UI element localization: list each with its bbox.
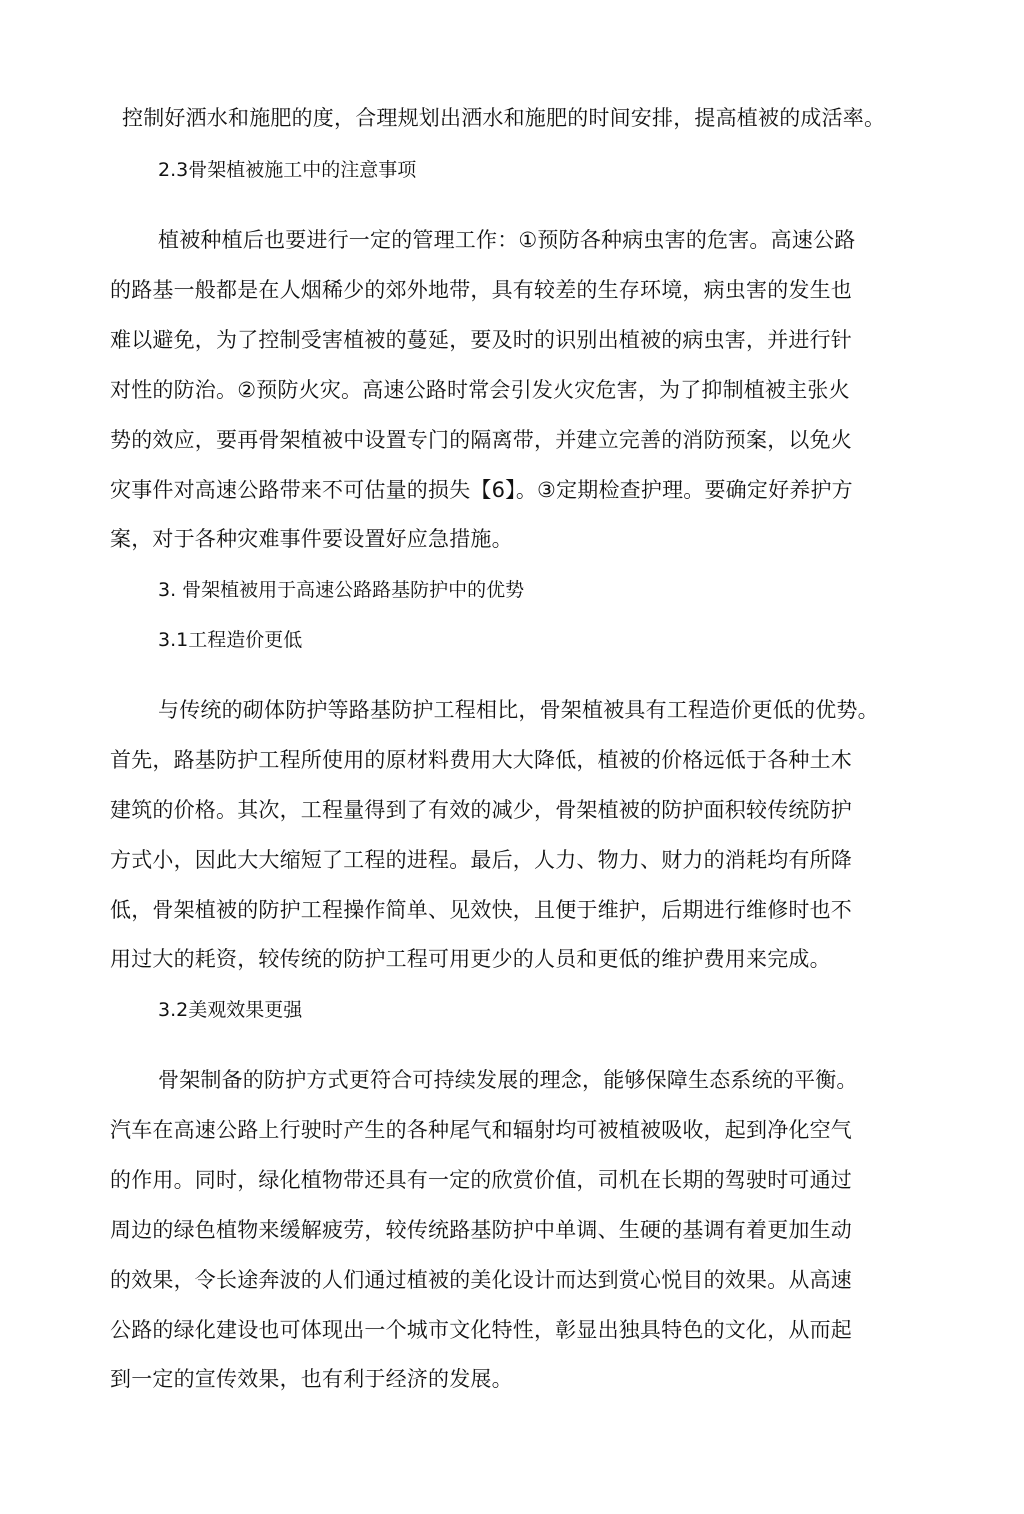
paragraph-line: 植被种植后也要进行一定的管理工作：①预防各种病虫害的危害。高速公路 (158, 228, 856, 252)
paragraph-line: 与传统的砌体防护等路基防护工程相比，骨架植被具有工程造价更低的优势。 (158, 698, 879, 722)
paragraph-line: 案，对于各种灾难事件要设置好应急措施。 (110, 527, 513, 551)
paragraph-line: 势的效应，要再骨架植被中设置专门的隔离带，并建立完善的消防预案，以免火 (110, 428, 852, 452)
paragraph-line: 用过大的耗资，较传统的防护工程可用更少的人员和更低的维护费用来完成。 (110, 947, 831, 971)
paragraph-line: 低，骨架植被的防护工程操作简单、见效快，且便于维护，后期进行维修时也不 (110, 898, 852, 922)
paragraph-line: 首先，路基防护工程所使用的原材料费用大大降低，植被的价格远低于各种土木 (110, 748, 852, 772)
section-2-3-heading: 2.3骨架植被施工中的注意事项 (158, 159, 417, 181)
paragraph-line: 灾事件对高速公路带来不可估量的损失【6】。③定期检查护理。要确定好养护方 (110, 478, 853, 502)
paragraph-line: 建筑的价格。其次，工程量得到了有效的减少，骨架植被的防护面积较传统防护 (110, 798, 852, 822)
paragraph-line: 方式小，因此大大缩短了工程的进程。最后，人力、物力、财力的消耗均有所降 (110, 848, 852, 872)
paragraph-line: 的作用。同时，绿化植物带还具有一定的欣赏价值，司机在长期的驾驶时可通过 (110, 1168, 852, 1192)
section-3-heading: 3. 骨架植被用于高速公路路基防护中的优势 (158, 579, 525, 601)
paragraph-line: 的路基一般都是在人烟稀少的郊外地带，具有较差的生存环境，病虫害的发生也 (110, 278, 852, 302)
paragraph-line: 的效果，令长途奔波的人们通过植被的美化设计而达到赏心悦目的效果。从高速 (110, 1268, 852, 1292)
intro-line: 控制好洒水和施肥的度，合理规划出洒水和施肥的时间安排，提高植被的成活率。 (122, 106, 886, 130)
section-3-1-heading: 3.1工程造价更低 (158, 629, 303, 651)
paragraph-line: 汽车在高速公路上行驶时产生的各种尾气和辐射均可被植被吸收，起到净化空气 (110, 1118, 852, 1142)
section-3-2-heading: 3.2美观效果更强 (158, 999, 303, 1021)
paragraph-line: 公路的绿化建设也可体现出一个城市文化特性，彰显出独具特色的文化，从而起 (110, 1318, 852, 1342)
paragraph-line: 周边的绿色植物来缓解疲劳，较传统路基防护中单调、生硬的基调有着更加生动 (110, 1218, 852, 1242)
paragraph-line: 对性的防治。②预防火灾。高速公路时常会引发火灾危害，为了抑制植被主张火 (110, 378, 850, 402)
paragraph-line: 骨架制备的防护方式更符合可持续发展的理念，能够保障生态系统的平衡。 (158, 1068, 858, 1092)
paragraph-line: 难以避免，为了控制受害植被的蔓延，要及时的识别出植被的病虫害，并进行针 (110, 328, 852, 352)
paragraph-line: 到一定的宣传效果，也有利于经济的发展。 (110, 1367, 513, 1391)
